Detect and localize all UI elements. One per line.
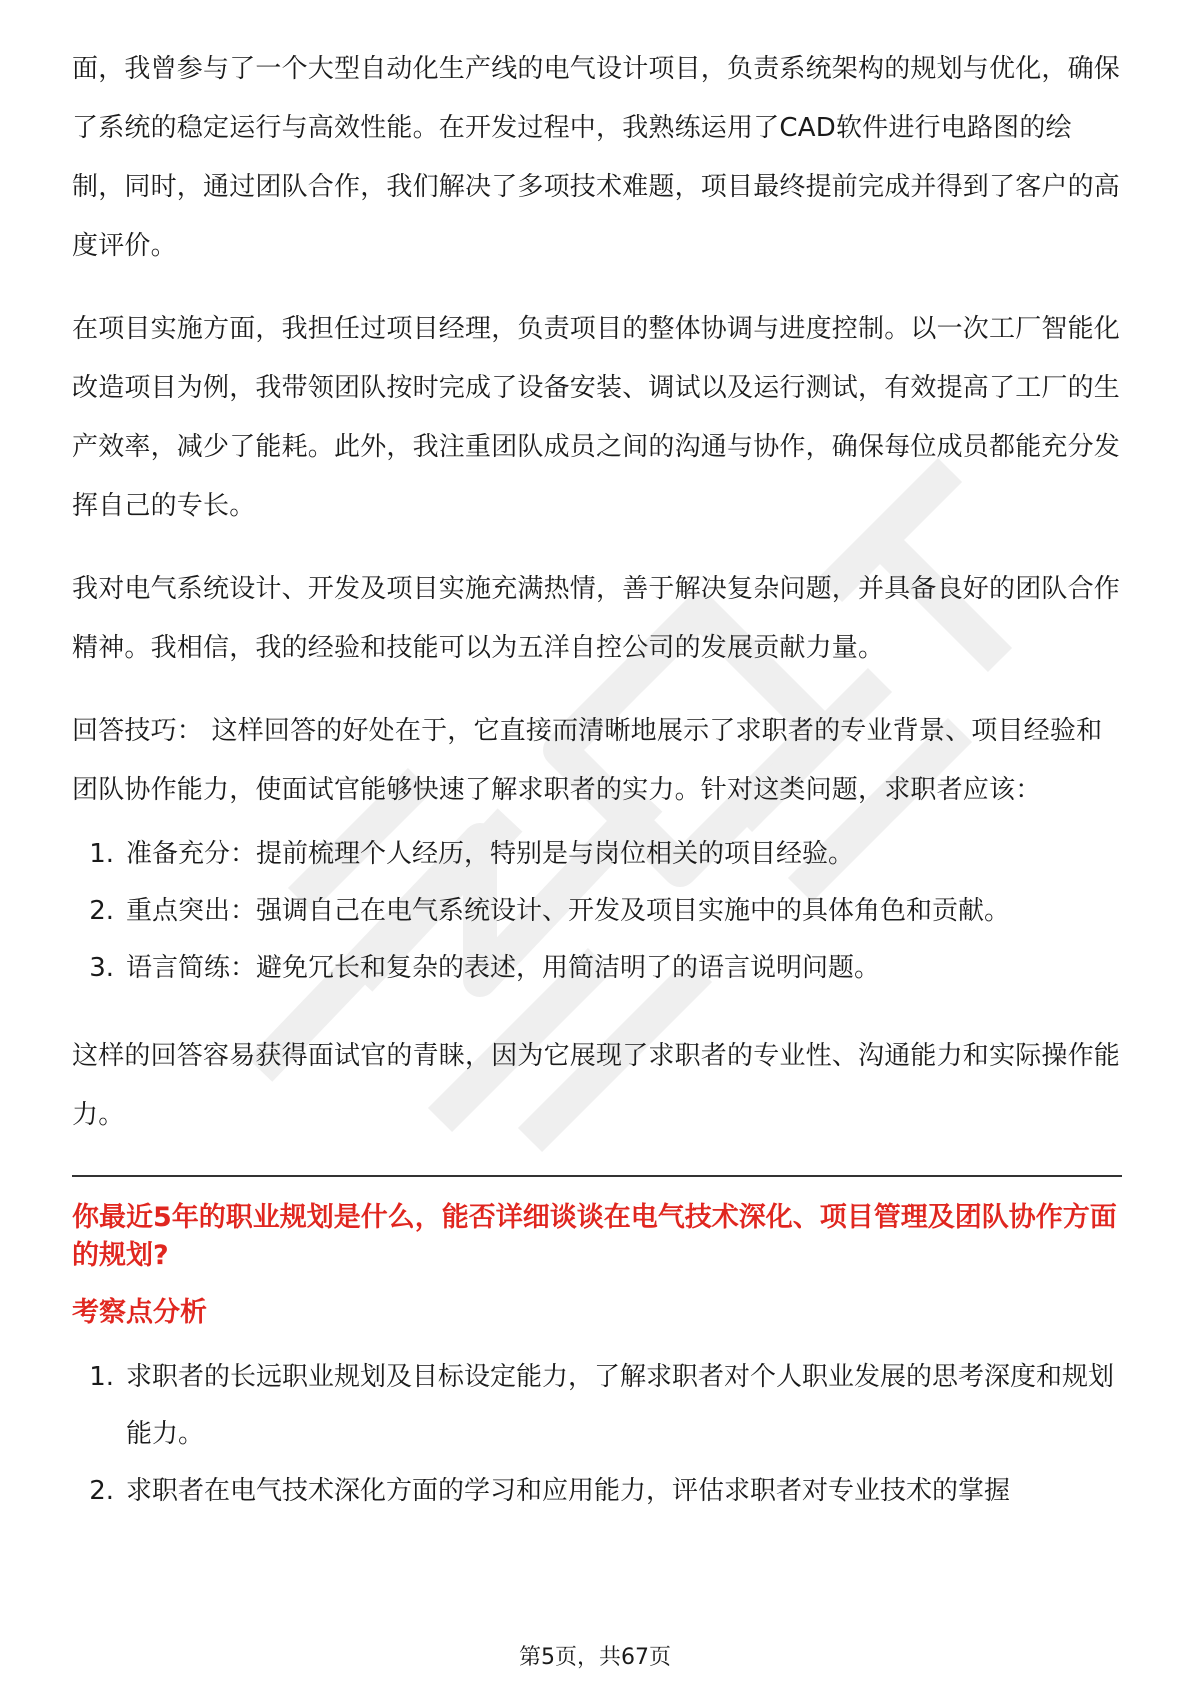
list-number: 2. (89, 896, 114, 926)
paragraph-tips-intro: 回答技巧： 这样回答的好处在于，它直接而清晰地展示了求职者的专业背景、项目经验和团队协作能力，使面试官能够快速了解求职者的实力。针对这类问题，求职者应该： (72, 716, 1103, 805)
main-content (72, 40, 1122, 1520)
analysis-heading: 考察点分析 (72, 1297, 207, 1328)
list-text: 求职者的长远职业规划及目标设定能力，了解求职者对个人职业发展的思考深度和规划能力。 (126, 1362, 1115, 1449)
section-divider (72, 1175, 1122, 1177)
list-item (72, 1349, 1122, 1463)
list-item (72, 883, 1122, 940)
list-number: 1. (89, 1362, 114, 1392)
paragraph-passion: 我对电气系统设计、开发及项目实施充满热情，善于解决复杂问题，并具备良好的团队合作精神。我相信，我的经验和技能可以为五洋自控公司的发展贡献力量。 (72, 574, 1121, 663)
analysis-list (72, 1349, 1122, 1520)
list-item (72, 826, 1122, 883)
list-item (72, 1463, 1122, 1520)
list-number: 1. (89, 839, 114, 869)
list-item (72, 940, 1122, 997)
list-text: 准备充分：提前梳理个人经历，特别是与岗位相关的项目经验。 (126, 839, 855, 869)
list-text: 重点突出：强调自己在电气系统设计、开发及项目实施中的具体角色和贡献。 (126, 896, 1011, 926)
page-footer: 第5页，共67页 (519, 1645, 671, 1670)
list-number: 3. (89, 953, 114, 983)
interview-question: 你最近5年的职业规划是什么，能否详细谈谈在电气技术深化、项目管理及团队协作方面的规划? (72, 1202, 1117, 1271)
paragraph-intro: 面，我曾参与了一个大型自动化生产线的电气设计项目，负责系统架构的规划与优化，确保了系统的稳定运行与高效性能。在开发过程中，我熟练运用了CAD软件进行电路图的绘制，同时，通过团队合作，我们解决了多项技术难题，项目最终提前完成并得到了客户的高度评价。 (72, 54, 1121, 261)
tips-list (72, 826, 1122, 997)
paragraph-closing: 这样的回答容易获得面试官的青睐，因为它展现了求职者的专业性、沟通能力和实际操作能力。 (72, 1041, 1121, 1130)
list-text: 求职者在电气技术深化方面的学习和应用能力，评估求职者对专业技术的掌握 (126, 1476, 1011, 1506)
list-number: 2. (89, 1476, 114, 1506)
paragraph-implementation: 在项目实施方面，我担任过项目经理，负责项目的整体协调与进度控制。以一次工厂智能化改造项目为例，我带领团队按时完成了设备安装、调试以及运行测试，有效提高了工厂的生产效率，减少了能耗。此外，我注重团队成员之间的沟通与协作，确保每位成员都能充分发挥自己的专长。 (72, 314, 1121, 521)
list-text: 语言简练：避免冗长和复杂的表述，用简洁明了的语言说明问题。 (126, 953, 881, 983)
